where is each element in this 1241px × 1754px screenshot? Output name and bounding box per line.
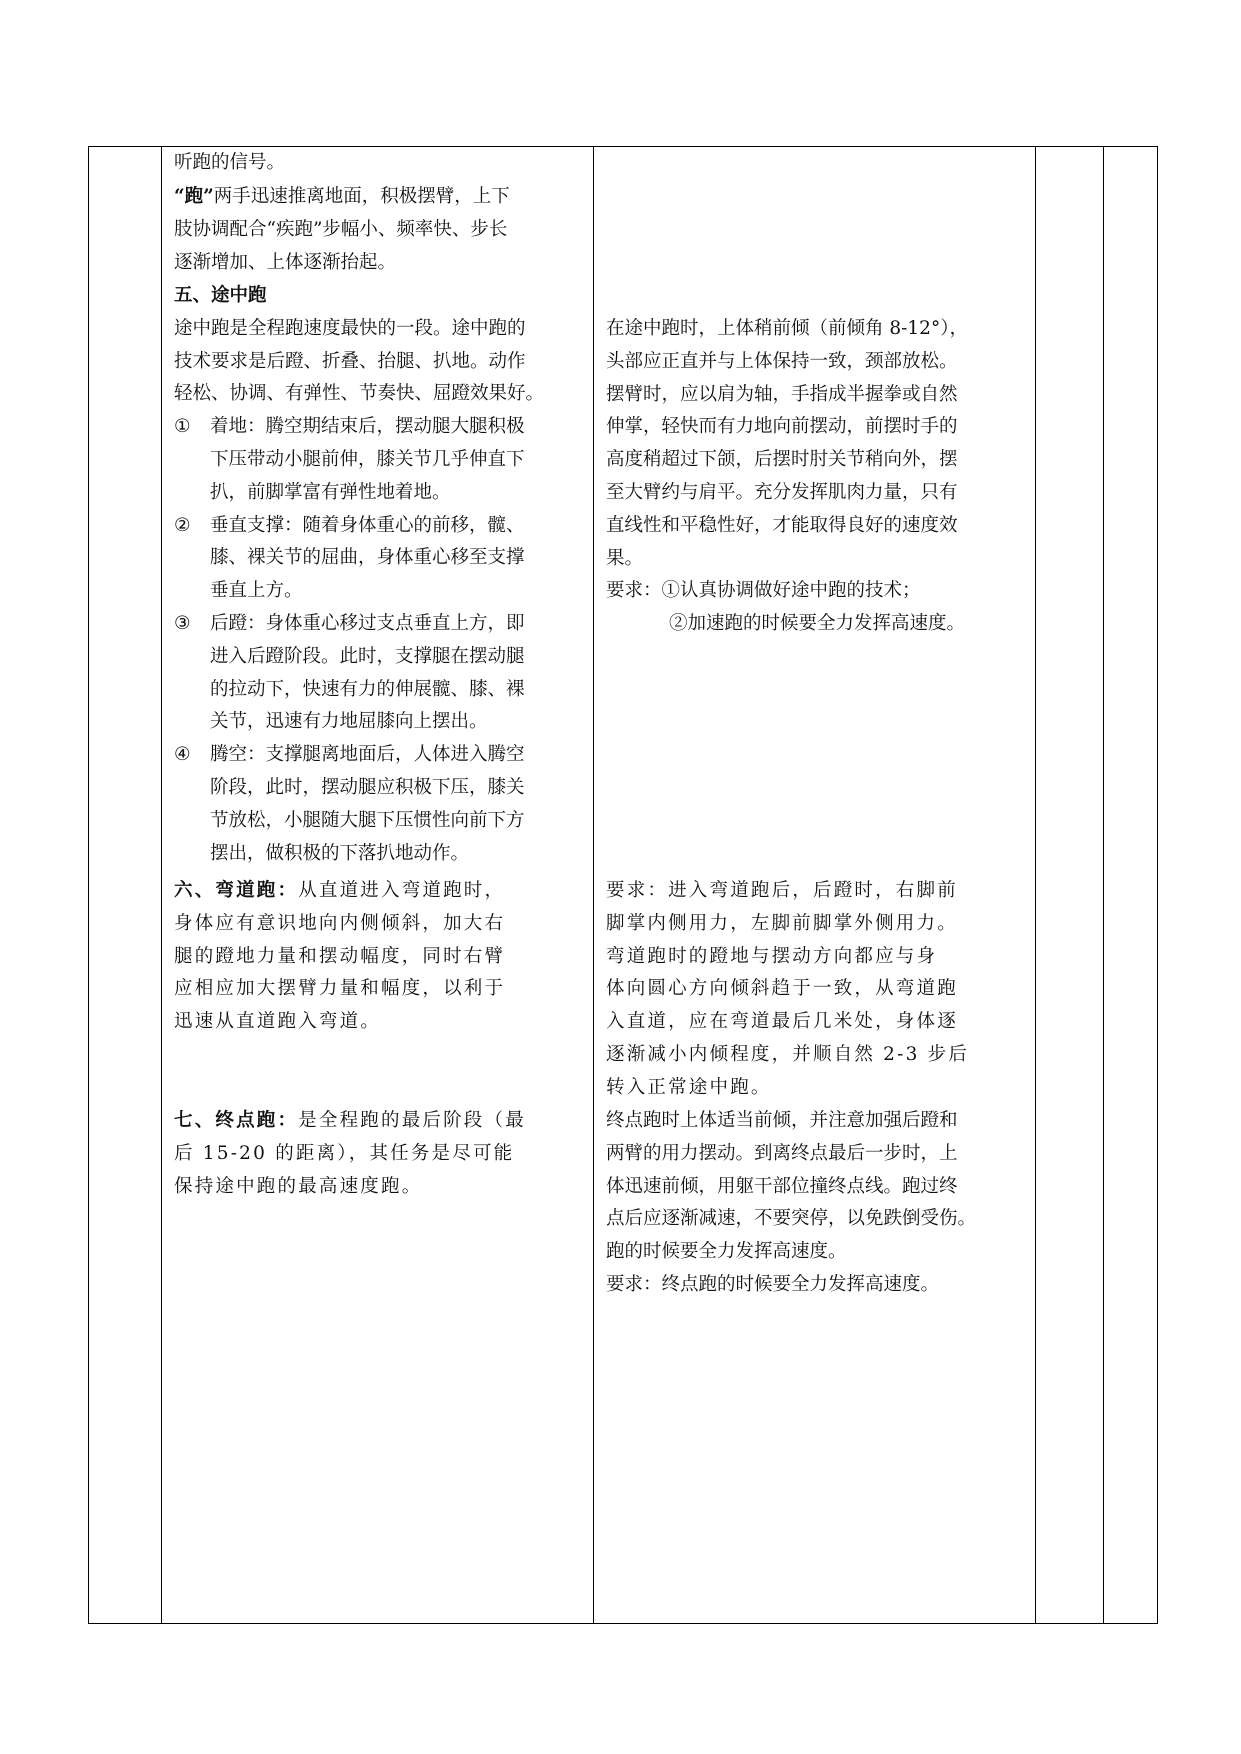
text-line: 体迅速前倾，用躯干部位撞终点线。跑过终: [606, 1175, 958, 1197]
text-line: 的拉动下，快速有力的伸展髋、膝、裸: [210, 678, 525, 700]
table-cell-requirements: [594, 147, 1036, 1624]
bold-run-word: “跑”: [174, 186, 214, 207]
text-line: 途中跑是全程跑速度最快的一段。途中跑的: [174, 317, 526, 339]
text-line: 摆出，做积极的下落扒地动作。: [210, 842, 470, 864]
text-line: 摆臂时，应以肩为轴，手指成半握拳或自然: [606, 383, 958, 405]
table-cell-empty-left: [89, 147, 162, 1624]
text-line: 脚掌内侧用力，左脚前脚掌外侧用力。: [606, 912, 958, 934]
list-marker: ③: [174, 612, 191, 634]
text-line: 体向圆心方向倾斜趋于一致，从弯道跑: [606, 978, 958, 1000]
paragraph-curve-notes: [606, 875, 1024, 1105]
text-line: 腾空：支撑腿离地面后，人体进入腾空: [210, 744, 525, 766]
text-line: 关节，迅速有力地屈膝向上摆出。: [210, 711, 488, 733]
text-line: 逐渐增加、上体逐渐抬起。: [174, 251, 397, 273]
text-line: 轻松、协调、有弹性、节奏快、屈蹬效果好。: [174, 383, 545, 405]
text-line: 要求：进入弯道跑后，后蹬时，右脚前: [606, 880, 958, 901]
text-line: 头部应正直并与上体保持一致，颈部放松。: [606, 350, 958, 372]
text-line: 下压带动小腿前伸，膝关节几乎伸直下: [210, 448, 525, 470]
text-line: 后蹬：身体重心移过支点垂直上方，即: [210, 612, 525, 634]
list-item: [174, 510, 580, 608]
list-item: [174, 608, 580, 739]
text-line: 高度稍超过下颌，后摆时肘关节稍向外，摆: [606, 449, 958, 471]
list-marker: ④: [174, 744, 191, 766]
text-line: 两臂的用力摆动。到离终点最后一步时，上: [606, 1142, 958, 1164]
text-line: 膝、裸关节的屈曲，身体重心移至支撑: [210, 547, 525, 569]
list-item: [174, 411, 580, 509]
section-heading: 七、终点跑：: [174, 1110, 299, 1131]
text-line: 节放松，小腿随大腿下压惯性向前下方: [210, 809, 525, 831]
paragraph-midrun-notes: [606, 313, 1024, 641]
text-line: 弯道跑时的蹬地与摆动方向都应与身: [606, 945, 938, 967]
text-line: 从直道进入弯道跑时，: [298, 880, 506, 901]
text-line: 逐渐减小内倾程度，并顺自然 2-3 步后: [606, 1043, 970, 1065]
text-line: 应相应加大摆臂力量和幅度，以利于: [174, 978, 506, 1000]
text-line: 直线性和平稳性好，才能取得良好的速度效: [606, 514, 958, 536]
text-line: 阶段，此时，摆动腿应积极下压，膝关: [210, 776, 525, 798]
text-line: 跑的时候要全力发挥高速度。: [606, 1241, 847, 1263]
section-curve: [174, 875, 580, 1039]
table-cell-content: [162, 147, 594, 1624]
section-heading: 六、弯道跑：: [174, 880, 299, 901]
paragraph-listen: [174, 147, 580, 180]
paragraph-run-intro: [174, 181, 580, 279]
text-line: 在途中跑时，上体稍前倾（前倾角 8-12°），: [606, 318, 968, 339]
text-line: 是全程跑的最后阶段（最: [298, 1110, 526, 1131]
text-line: 终点跑时上体适当前倾，并注意加强后蹬和: [606, 1110, 958, 1131]
paragraph-finish-notes: [606, 1105, 1024, 1302]
section-finish: [174, 1105, 580, 1203]
text-line: 点后应逐渐减速，不要突停，以免跌倒受伤。: [606, 1208, 977, 1230]
text-line: 垂直上方。: [210, 580, 303, 602]
text-line: 肢协调配合“疾跑”步幅小、频率快、步长: [174, 218, 508, 240]
text-line: 转入正常途中跑。: [606, 1076, 772, 1098]
text-line: 扒，前脚掌富有弹性地着地。: [210, 481, 451, 503]
text-line: 伸掌，轻快而有力地向前摆动，前摆时手的: [606, 416, 958, 438]
text-line: 迅速从直道跑入弯道。: [174, 1011, 382, 1033]
list-marker: ①: [174, 416, 191, 438]
requirement-line: 要求：终点跑的时候要全力发挥高速度。: [606, 1273, 940, 1295]
text-line: 垂直支撑：随着身体重心的前移，髋、: [210, 514, 525, 536]
list-marker: ②: [174, 514, 191, 536]
section-heading: 五、途中跑: [174, 285, 267, 306]
text-line: 后 15-20 的距离），其任务是尽可能: [174, 1142, 515, 1164]
requirement-line: ②加速跑的时候要全力发挥高速度。: [669, 613, 966, 635]
section-midrun: [174, 280, 580, 870]
text-line: 身体应有意识地向内侧倾斜，加大右: [174, 912, 506, 934]
table-cell-empty-right-2: [1104, 147, 1158, 1624]
text-line: 进入后蹬阶段。此时，支撑腿在摆动腿: [210, 645, 525, 667]
text-line: 至大臂约与肩平。充分发挥肌肉力量，只有: [606, 481, 958, 503]
lesson-table: [88, 146, 1158, 1624]
list-item: [174, 739, 580, 870]
text-line: 听跑的信号。: [174, 152, 286, 173]
requirement-line: 要求：①认真协调做好途中跑的技术；: [606, 580, 921, 602]
text-line: 腿的蹬地力量和摆动幅度，同时右臂: [174, 945, 506, 967]
text-line: 两手迅速推离地面，积极摆臂，上下: [213, 186, 510, 207]
text-line: 保持途中跑的最高速度跑。: [174, 1175, 423, 1197]
text-line: 果。: [606, 547, 644, 569]
table-cell-empty-right-1: [1036, 147, 1104, 1624]
text-line: 着地：腾空期结束后，摆动腿大腿积极: [210, 416, 525, 438]
text-line: 技术要求是后蹬、折叠、抬腿、扒地。动作: [174, 350, 526, 372]
text-line: 入直道，应在弯道最后几米处，身体逐: [606, 1011, 958, 1033]
